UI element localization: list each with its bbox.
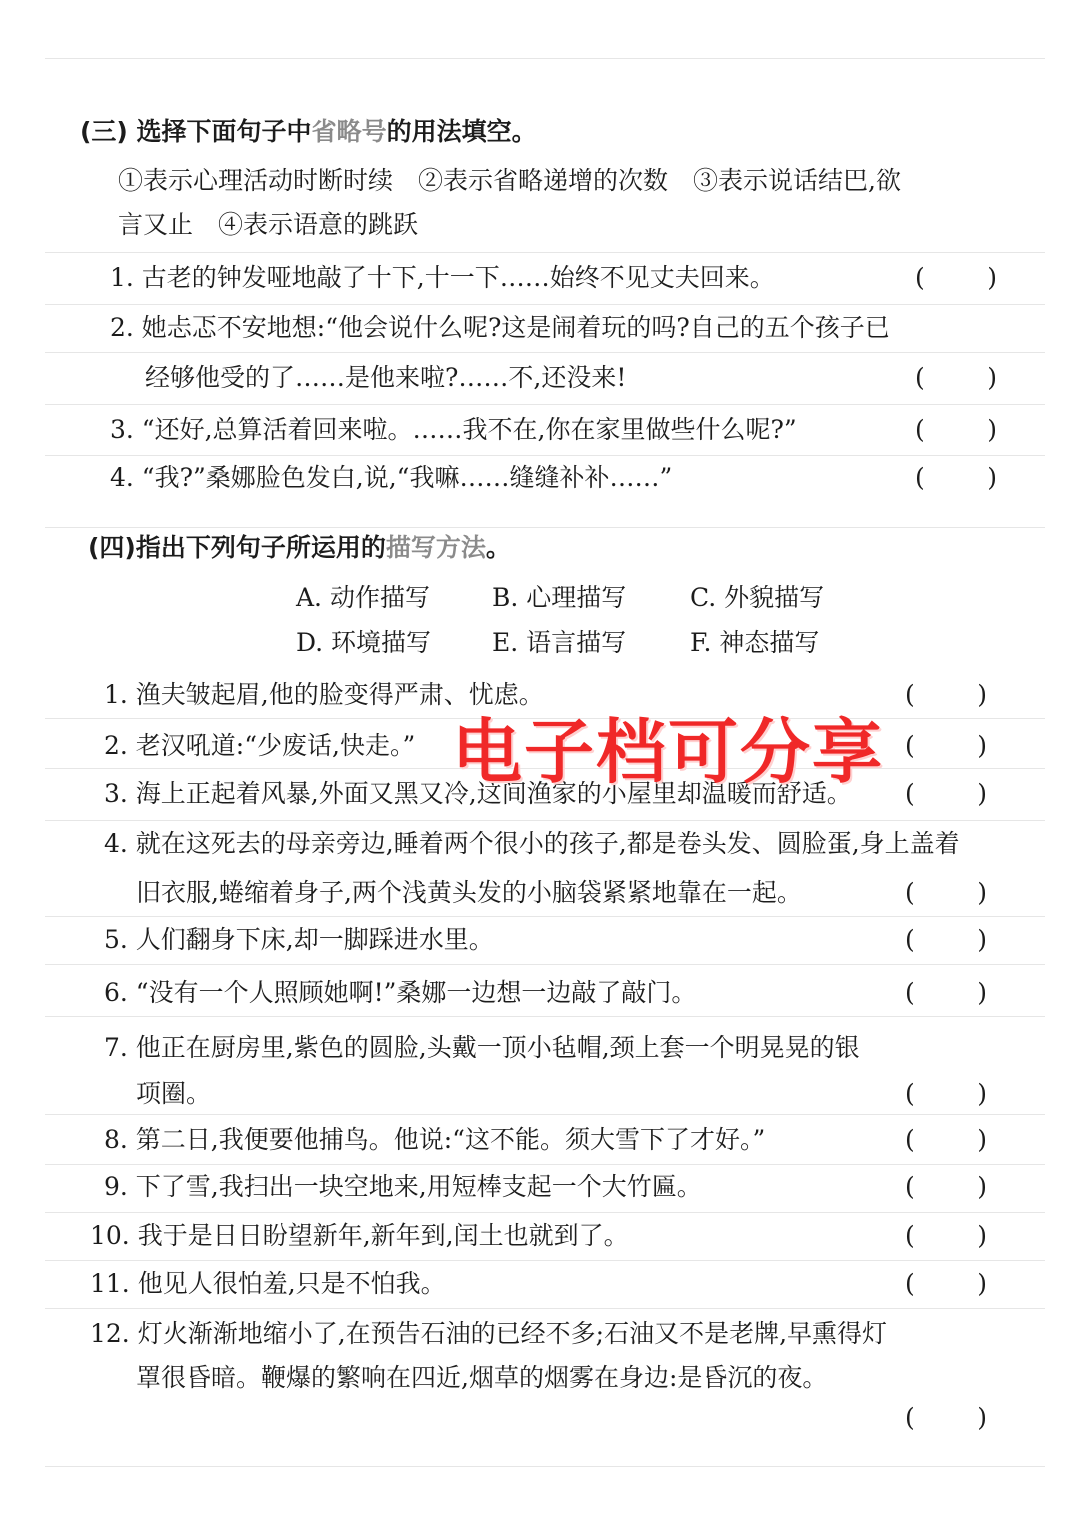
- s4-question-12-line-1: 12. 灯火渐渐地缩小了,在预告石油的已经不多;石油又不是老牌,早熏得灯: [90, 1319, 888, 1348]
- answer-blank[interactable]: ( ): [905, 680, 987, 709]
- answer-blank[interactable]: ( ): [905, 1079, 987, 1108]
- answer-blank[interactable]: ( ): [915, 363, 997, 392]
- answer-blank[interactable]: ( ): [905, 978, 987, 1007]
- s4-question-1: 1. 渔夫皱起眉,他的脸变得严肃、忧虑。: [104, 680, 544, 709]
- s3-question-4: 4. “我?”桑娜脸色发白,说,“我嘛……缝缝补补……”: [110, 463, 673, 492]
- answer-blank[interactable]: ( ): [905, 1403, 987, 1432]
- ruled-line: [45, 964, 1045, 965]
- answer-blank[interactable]: ( ): [905, 878, 987, 907]
- option-c: C. 外貌描写: [690, 583, 825, 612]
- section-4-title: (四)指出下列句子所运用的描写方法。: [88, 533, 511, 562]
- s4-question-11: 11. 他见人很怕羞,只是不怕我。: [90, 1269, 446, 1298]
- s4-question-9: 9. 下了雪,我扫出一块空地来,用短棒支起一个大竹匾。: [104, 1172, 702, 1201]
- s3-question-1: 1. 古老的钟发哑地敲了十下,十一下……始终不见丈夫回来。: [110, 263, 775, 292]
- share-watermark: 电子档可分享: [452, 711, 884, 793]
- option-a: A. 动作描写: [296, 583, 430, 612]
- s3-question-2-line-1: 2. 她忐忑不安地想:“他会说什么呢?这是闹着玩的吗?自己的五个孩子已: [110, 313, 890, 342]
- s4-question-2: 2. 老汉吼道:“少废话,快走。”: [104, 731, 416, 760]
- ruled-line: [45, 455, 1045, 456]
- s4-question-10: 10. 我于是日日盼望新年,新年到,闰土也就到了。: [90, 1221, 629, 1250]
- ruled-line: [45, 1164, 1045, 1165]
- s4-question-4-line-2: 旧衣服,蜷缩着身子,两个浅黄头发的小脑袋紧紧地靠在一起。: [136, 878, 802, 907]
- s4-question-5: 5. 人们翻身下床,却一脚踩进水里。: [104, 925, 494, 954]
- ruled-line: [45, 1114, 1045, 1115]
- s4-question-6: 6. “没有一个人照顾她啊!”桑娜一边想一边敲了敲门。: [104, 978, 697, 1007]
- s4-question-4-line-1: 4. 就在这死去的母亲旁边,睡着两个很小的孩子,都是卷头发、圆脸蛋,身上盖着: [104, 829, 960, 858]
- ruled-line: [45, 820, 1045, 821]
- options-line-1: ①表示心理活动时断时续 ②表示省略递增的次数 ③表示说话结巴,欲: [118, 166, 901, 195]
- s4-question-7-line-2: 项圈。: [136, 1079, 212, 1108]
- s3-question-2-line-2: 经够他受的了……是他来啦?……不,还没来!: [145, 363, 627, 392]
- ruled-line: [45, 1466, 1045, 1467]
- ruled-line: [45, 352, 1045, 353]
- ruled-line: [45, 916, 1045, 917]
- answer-blank[interactable]: ( ): [905, 1125, 987, 1154]
- section-3-title: (三) 选择下面句子中省略号的用法填空。: [80, 117, 537, 146]
- s4-question-7-line-1: 7. 他正在厨房里,紫色的圆脸,头戴一顶小毡帽,颈上套一个明晃晃的银: [104, 1033, 860, 1062]
- s4-question-3: 3. 海上正起着风暴,外面又黑又冷,这间渔家的小屋里却温暖而舒适。: [104, 779, 852, 808]
- ruled-line: [45, 404, 1045, 405]
- option-d: D. 环境描写: [296, 628, 432, 657]
- answer-blank[interactable]: ( ): [905, 1269, 987, 1298]
- s4-question-12-line-2: 罩很昏暗。鞭爆的繁响在四近,烟草的烟雾在身边:是昏沉的夜。: [136, 1363, 828, 1392]
- answer-blank[interactable]: ( ): [905, 731, 987, 760]
- options-line-2: 言又止 ④表示语意的跳跃: [118, 210, 419, 239]
- ruled-line: [45, 1308, 1045, 1309]
- ruled-line: [45, 252, 1045, 253]
- answer-blank[interactable]: ( ): [905, 1172, 987, 1201]
- answer-blank[interactable]: ( ): [915, 463, 997, 492]
- ruled-line: [45, 58, 1045, 59]
- answer-blank[interactable]: ( ): [915, 263, 997, 292]
- option-f: F. 神态描写: [690, 628, 820, 657]
- ruled-line: [45, 1260, 1045, 1261]
- s4-question-8: 8. 第二日,我便要他捕鸟。他说:“这不能。须大雪下了才好。”: [104, 1125, 766, 1154]
- option-e: E. 语言描写: [492, 628, 627, 657]
- answer-blank[interactable]: ( ): [905, 925, 987, 954]
- ruled-line: [45, 1212, 1045, 1213]
- answer-blank[interactable]: ( ): [905, 779, 987, 808]
- answer-blank[interactable]: ( ): [915, 415, 997, 444]
- ruled-line: [45, 304, 1045, 305]
- answer-blank[interactable]: ( ): [905, 1221, 987, 1250]
- ruled-line: [45, 1016, 1045, 1017]
- ruled-line: [45, 527, 1045, 528]
- option-b: B. 心理描写: [492, 583, 627, 612]
- s3-question-3: 3. “还好,总算活着回来啦。……我不在,你在家里做些什么呢?”: [110, 415, 797, 444]
